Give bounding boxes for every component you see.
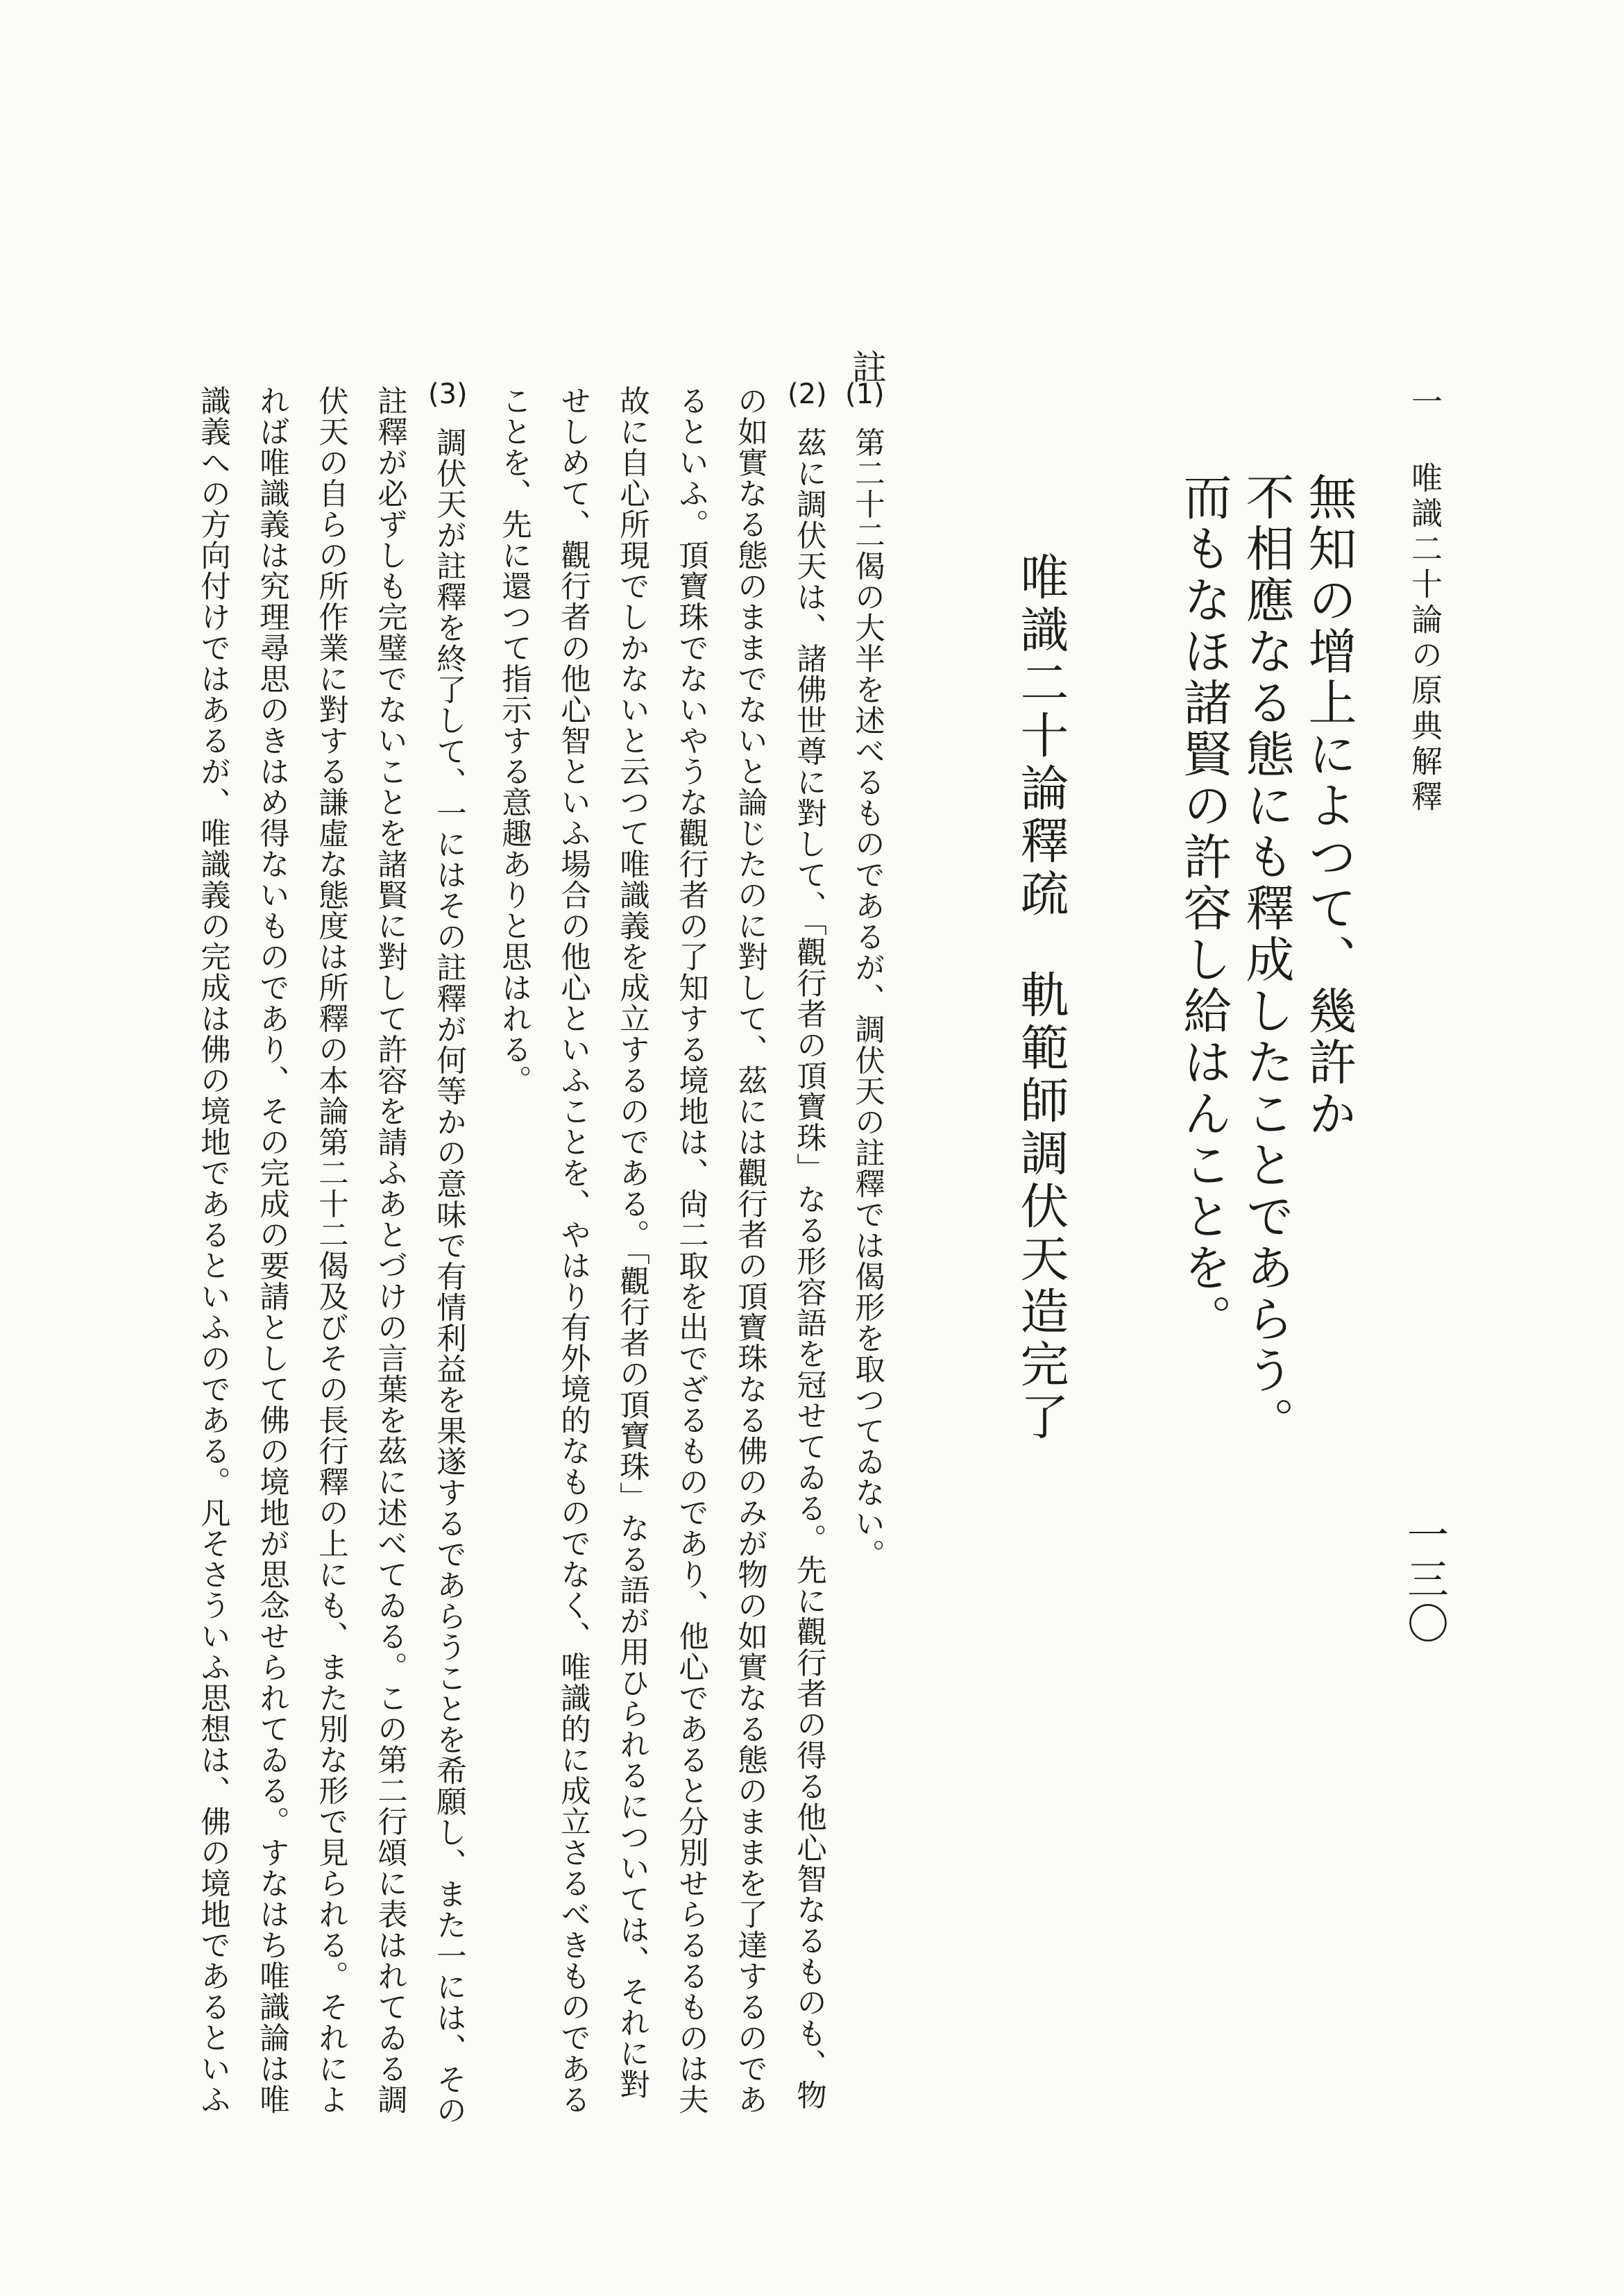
note-marker-2: (2) [788, 378, 827, 410]
verse-line-1: 無知の增上によつて、幾許か [1300, 472, 1357, 1140]
colophon-author: 軌範師調伏天造完了 [1012, 970, 1069, 1444]
note-1-line-1: 第二十二偈の大半を述べるものであるが、調伏天の註釋では偈形を取つてゐない。 [850, 427, 885, 1570]
note-marker-1: (1) [845, 378, 885, 410]
note-3-line-2: 註釋が必ずしも完璧でないことを諸賢に對して許容を請ふあとづけの言葉を茲に述べてゐる。この第二行頌に表はれてゐる調 [373, 385, 407, 2115]
page-number: 一三〇 [1400, 1513, 1449, 1646]
running-header: 一 唯識二十論の原典解釋 [1406, 385, 1443, 816]
note-2-line-3: るといふ。頂寶珠でないやうな觀行者の了知する境地は、尙二取を出でざるものであり、他心であると分別せらるるものは夫 [674, 385, 708, 2115]
note-2-line-6: ことを、先に還つて指示する意趣ありと思はれる。 [497, 385, 532, 1096]
notes-heading: 註 [852, 348, 887, 388]
note-3-line-1: 調伏天が註釋を終了して、一にはその註釋が何等かの意味で有情利益を果遂するであらうことを希願し、また一には、その [432, 427, 466, 2126]
note-3-line-5: 識義への方向付けではあるが、唯識義の完成は佛の境地であるといふのである。凡そさういふ思想は、佛の境地であるといふ [196, 385, 230, 2115]
verse-line-3: 而もなほ諸賢の許容し給はんことを。 [1175, 472, 1232, 1345]
note-2-line-5: せしめて、觀行者の他心智といふ場合の他心といふことを、やはり有外境的なものでなく、唯識的に成立さるべきものである [556, 385, 590, 2115]
colophon [1006, 552, 1076, 1444]
note-2-line-2: の如實なる態のままでないと論じたのに對して、茲には觀行者の頂寶珠なる佛のみが物の如實なる態のままを了達するのであ [733, 385, 767, 2115]
verse-line-2: 不相應なる態にも釋成したことであらう。 [1238, 472, 1295, 1448]
note-2-line-1: 茲に調伏天は、諸佛世尊に對して、「觀行者の頂寶珠」なる形容語を冠せてゐる。先に觀行者の得る他心智なるものも、物 [792, 427, 826, 2111]
note-3-line-3: 伏天の自らの所作業に對する謙虛な態度は所釋の本論第二十二偈及びその長行釋の上にも、また別な形で見られる。それによ [314, 385, 348, 2115]
note-3-line-4: れば唯識義は究理尋思のきはめ得ないものであり、その完成の要請として佛の境地が思念せられてゐる。すなはち唯識論は唯 [255, 385, 289, 2115]
colophon-title: 唯識二十論釋疏 [1012, 552, 1069, 921]
note-marker-3: (3) [428, 378, 468, 410]
note-2-line-4: 故に自心所現でしかないと云つて唯識義を成立するのである。「觀行者の頂寶珠」なる語が用ひられるについては、それに對 [615, 385, 649, 2100]
